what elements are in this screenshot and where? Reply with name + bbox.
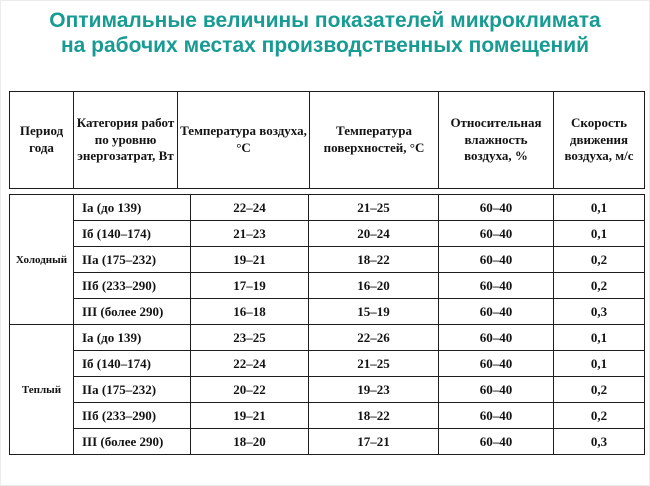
surface-temp-cell: 18–22 [309,403,439,429]
surface-temp-cell: 18–22 [309,247,439,273]
air-speed-cell: 0,1 [554,351,645,377]
category-cell: Iб (140–174) [74,221,191,247]
column-header-period: Период года [10,92,74,189]
air-temp-cell: 23–25 [191,325,309,351]
column-header-humidity: Относительная влажность воздуха, % [439,92,554,189]
humidity-cell: 60–40 [439,247,554,273]
air-speed-cell: 0,1 [554,325,645,351]
air-temp-cell: 20–22 [191,377,309,403]
table-row [10,325,645,351]
category-cell: Iа (до 139) [74,325,191,351]
surface-temp-cell: 21–25 [309,351,439,377]
humidity-cell: 60–40 [439,429,554,455]
humidity-cell: 60–40 [439,273,554,299]
air-temp-cell: 22–24 [191,195,309,221]
air-temp-cell: 16–18 [191,299,309,325]
surface-temp-cell: 17–21 [309,429,439,455]
category-cell: IIа (175–232) [74,377,191,403]
air-temp-cell: 17–19 [191,273,309,299]
air-speed-cell: 0,2 [554,273,645,299]
category-cell: III (более 290) [74,299,191,325]
period-cell: Холодный [10,195,74,325]
surface-temp-cell: 21–25 [309,195,439,221]
humidity-cell: 60–40 [439,351,554,377]
surface-temp-cell: 19–23 [309,377,439,403]
air-speed-cell: 0,3 [554,429,645,455]
table-row [10,403,645,429]
air-temp-cell: 19–21 [191,403,309,429]
table-row [10,247,645,273]
surface-temp-cell: 15–19 [309,299,439,325]
surface-temp-cell: 20–24 [309,221,439,247]
air-temp-cell: 22–24 [191,351,309,377]
air-temp-cell: 19–21 [191,247,309,273]
humidity-cell: 60–40 [439,221,554,247]
column-header-air-temp: Температура воздуха, °С [178,92,310,189]
table-row [10,195,645,221]
air-temp-cell: 18–20 [191,429,309,455]
category-cell: IIб (233–290) [74,273,191,299]
column-header-category: Категория работ по уровню энергозатрат, Вт [74,92,178,189]
humidity-cell: 60–40 [439,195,554,221]
category-cell: Iа (до 139) [74,195,191,221]
humidity-cell: 60–40 [439,325,554,351]
table-row [10,299,645,325]
table-row [10,377,645,403]
air-speed-cell: 0,2 [554,377,645,403]
humidity-cell: 60–40 [439,377,554,403]
category-cell: III (более 290) [74,429,191,455]
table-header [9,91,645,189]
column-header-surface-temp: Температура поверхностей, °С [310,92,439,189]
air-speed-cell: 0,2 [554,247,645,273]
air-speed-cell: 0,3 [554,299,645,325]
category-cell: IIа (175–232) [74,247,191,273]
air-temp-cell: 21–23 [191,221,309,247]
period-cell: Теплый [10,325,74,455]
humidity-cell: 60–40 [439,299,554,325]
category-cell: IIб (233–290) [74,403,191,429]
surface-temp-cell: 22–26 [309,325,439,351]
table-row [10,221,645,247]
header-row [10,92,645,189]
table-row [10,429,645,455]
page-title [1,8,649,58]
table-body [9,194,645,455]
air-speed-cell: 0,1 [554,221,645,247]
title-line-2: на рабочих местах производственных помещений [60,34,590,57]
column-header-air-speed: Скорость движения воздуха, м/с [554,92,645,189]
surface-temp-cell: 16–20 [309,273,439,299]
humidity-cell: 60–40 [439,403,554,429]
title-line-1: Оптимальные величины показателей микроклимата [49,9,601,32]
table-row [10,351,645,377]
category-cell: Iб (140–174) [74,351,191,377]
air-speed-cell: 0,2 [554,403,645,429]
air-speed-cell: 0,1 [554,195,645,221]
table-row [10,273,645,299]
